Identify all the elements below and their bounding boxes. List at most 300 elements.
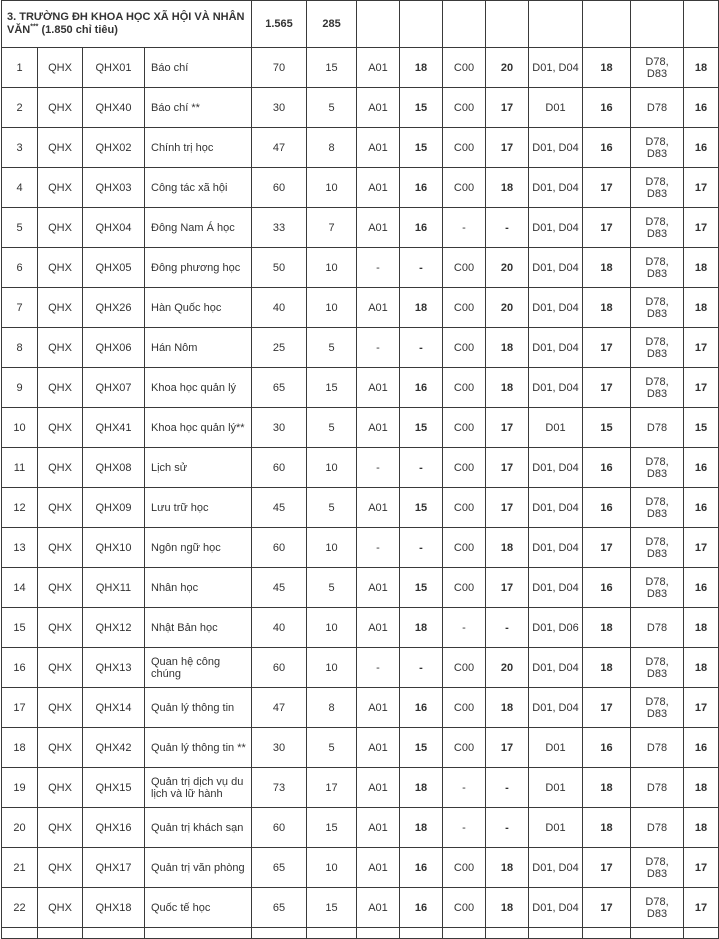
combo-4-score: 17 <box>684 368 719 408</box>
quota-2: 8 <box>307 128 357 168</box>
major-code: QHX02 <box>83 128 145 168</box>
major-code: QHX18 <box>83 888 145 928</box>
empty-cell <box>443 928 486 939</box>
quota-1: 65 <box>252 888 307 928</box>
empty-cell <box>631 1 684 48</box>
combo-1-code: A01 <box>357 408 400 448</box>
empty-cell <box>357 928 400 939</box>
table-row <box>2 648 719 688</box>
combo-2-code: C00 <box>443 648 486 688</box>
school-code: QHX <box>38 808 83 848</box>
combo-1-code: A01 <box>357 728 400 768</box>
combo-4-score: 16 <box>684 488 719 528</box>
empty-cell <box>252 928 307 939</box>
quota-2: 5 <box>307 568 357 608</box>
table-row <box>2 688 719 728</box>
table-row <box>2 248 719 288</box>
school-code: QHX <box>38 528 83 568</box>
combo-1-code: A01 <box>357 88 400 128</box>
combo-4-code: D78, D83 <box>631 208 684 248</box>
table-row <box>2 328 719 368</box>
combo-3-code: D01, D06 <box>529 608 583 648</box>
quota-1: 60 <box>252 648 307 688</box>
combo-4-score: 17 <box>684 168 719 208</box>
row-index: 16 <box>2 648 38 688</box>
combo-3-code: D01, D04 <box>529 288 583 328</box>
school-code: QHX <box>38 728 83 768</box>
combo-4-score: 18 <box>684 48 719 88</box>
combo-1-score: - <box>400 528 443 568</box>
major-name: Hán Nôm <box>145 328 252 368</box>
combo-3-code: D01, D04 <box>529 328 583 368</box>
quota-1: 50 <box>252 248 307 288</box>
quota-1: 65 <box>252 848 307 888</box>
combo-3-score: 17 <box>583 368 631 408</box>
combo-3-score: 17 <box>583 688 631 728</box>
empty-cell <box>684 928 719 939</box>
table-row-partial <box>2 928 719 939</box>
table-row <box>2 768 719 808</box>
total-quota-1: 1.565 <box>252 1 307 48</box>
combo-3-code: D01 <box>529 768 583 808</box>
major-name: Lịch sử <box>145 448 252 488</box>
quota-2: 15 <box>307 368 357 408</box>
major-code: QHX17 <box>83 848 145 888</box>
row-index: 20 <box>2 808 38 848</box>
empty-cell <box>2 928 38 939</box>
table-row <box>2 568 719 608</box>
quota-2: 15 <box>307 808 357 848</box>
table-row <box>2 528 719 568</box>
combo-3-code: D01, D04 <box>529 248 583 288</box>
major-name: Đông Nam Á học <box>145 208 252 248</box>
major-code: QHX42 <box>83 728 145 768</box>
quota-2: 10 <box>307 528 357 568</box>
combo-1-score: 15 <box>400 488 443 528</box>
combo-3-score: 16 <box>583 568 631 608</box>
combo-4-code: D78 <box>631 808 684 848</box>
empty-cell <box>529 928 583 939</box>
major-code: QHX12 <box>83 608 145 648</box>
combo-2-score: 20 <box>486 288 529 328</box>
combo-3-score: 18 <box>583 48 631 88</box>
combo-2-score: 17 <box>486 728 529 768</box>
combo-4-score: 16 <box>684 568 719 608</box>
combo-3-score: 16 <box>583 448 631 488</box>
quota-2: 15 <box>307 48 357 88</box>
combo-2-code: C00 <box>443 328 486 368</box>
combo-1-code: - <box>357 328 400 368</box>
combo-2-code: C00 <box>443 368 486 408</box>
quota-2: 5 <box>307 328 357 368</box>
empty-cell <box>583 1 631 48</box>
combo-2-code: C00 <box>443 408 486 448</box>
total-quota-2: 285 <box>307 1 357 48</box>
combo-2-code: C00 <box>443 688 486 728</box>
combo-3-score: 18 <box>583 768 631 808</box>
empty-cell <box>400 928 443 939</box>
combo-3-code: D01, D04 <box>529 528 583 568</box>
combo-4-code: D78, D83 <box>631 848 684 888</box>
row-index: 19 <box>2 768 38 808</box>
combo-2-score: 18 <box>486 888 529 928</box>
quota-2: 5 <box>307 728 357 768</box>
major-name: Báo chí <box>145 48 252 88</box>
row-index: 5 <box>2 208 38 248</box>
combo-1-score: 18 <box>400 288 443 328</box>
school-code: QHX <box>38 568 83 608</box>
table-row <box>2 168 719 208</box>
combo-1-score: 18 <box>400 768 443 808</box>
combo-3-score: 17 <box>583 848 631 888</box>
combo-1-score: 16 <box>400 208 443 248</box>
combo-2-score: - <box>486 208 529 248</box>
quota-1: 47 <box>252 688 307 728</box>
combo-1-score: 16 <box>400 368 443 408</box>
major-name: Khoa học quản lý <box>145 368 252 408</box>
school-code: QHX <box>38 328 83 368</box>
combo-4-score: 17 <box>684 888 719 928</box>
empty-cell <box>400 1 443 48</box>
empty-cell <box>529 1 583 48</box>
combo-4-code: D78, D83 <box>631 168 684 208</box>
major-code: QHX16 <box>83 808 145 848</box>
row-index: 4 <box>2 168 38 208</box>
quota-2: 7 <box>307 208 357 248</box>
table-row <box>2 48 719 88</box>
empty-cell <box>583 928 631 939</box>
combo-2-score: - <box>486 808 529 848</box>
empty-cell <box>631 928 684 939</box>
combo-3-code: D01 <box>529 408 583 448</box>
empty-cell <box>38 928 83 939</box>
combo-1-score: 15 <box>400 128 443 168</box>
combo-4-code: D78, D83 <box>631 328 684 368</box>
combo-2-score: 18 <box>486 168 529 208</box>
combo-3-score: 17 <box>583 888 631 928</box>
school-code: QHX <box>38 888 83 928</box>
combo-1-code: A01 <box>357 768 400 808</box>
combo-4-score: 16 <box>684 128 719 168</box>
combo-1-code: A01 <box>357 488 400 528</box>
table-row <box>2 808 719 848</box>
combo-3-code: D01, D04 <box>529 368 583 408</box>
combo-3-code: D01, D04 <box>529 568 583 608</box>
combo-3-score: 16 <box>583 728 631 768</box>
row-index: 1 <box>2 48 38 88</box>
quota-2: 10 <box>307 608 357 648</box>
combo-3-code: D01, D04 <box>529 888 583 928</box>
combo-1-score: - <box>400 448 443 488</box>
quota-1: 25 <box>252 328 307 368</box>
row-index: 13 <box>2 528 38 568</box>
combo-4-score: 18 <box>684 768 719 808</box>
row-index: 17 <box>2 688 38 728</box>
quota-1: 47 <box>252 128 307 168</box>
combo-4-code: D78, D83 <box>631 568 684 608</box>
table-row <box>2 448 719 488</box>
combo-1-score: 16 <box>400 848 443 888</box>
combo-3-code: D01 <box>529 88 583 128</box>
quota-2: 10 <box>307 448 357 488</box>
row-index: 7 <box>2 288 38 328</box>
combo-3-score: 18 <box>583 288 631 328</box>
empty-cell <box>486 1 529 48</box>
combo-4-code: D78 <box>631 88 684 128</box>
quota-2: 15 <box>307 888 357 928</box>
quota-2: 5 <box>307 88 357 128</box>
combo-1-score: 16 <box>400 688 443 728</box>
row-index: 22 <box>2 888 38 928</box>
quota-2: 5 <box>307 408 357 448</box>
combo-4-score: 16 <box>684 88 719 128</box>
combo-1-code: A01 <box>357 368 400 408</box>
major-code: QHX10 <box>83 528 145 568</box>
quota-2: 10 <box>307 848 357 888</box>
quota-1: 65 <box>252 368 307 408</box>
major-name: Ngôn ngữ học <box>145 528 252 568</box>
combo-4-code: D78, D83 <box>631 368 684 408</box>
combo-1-code: A01 <box>357 888 400 928</box>
combo-4-code: D78, D83 <box>631 528 684 568</box>
combo-2-score: 18 <box>486 848 529 888</box>
combo-2-code: C00 <box>443 568 486 608</box>
major-code: QHX15 <box>83 768 145 808</box>
table-row <box>2 128 719 168</box>
combo-1-code: A01 <box>357 208 400 248</box>
combo-1-score: 15 <box>400 408 443 448</box>
row-index: 6 <box>2 248 38 288</box>
school-code: QHX <box>38 408 83 448</box>
combo-1-code: A01 <box>357 288 400 328</box>
combo-2-code: C00 <box>443 88 486 128</box>
quota-1: 60 <box>252 528 307 568</box>
major-name: Nhân học <box>145 568 252 608</box>
major-code: QHX09 <box>83 488 145 528</box>
combo-4-code: D78, D83 <box>631 448 684 488</box>
major-code: QHX01 <box>83 48 145 88</box>
combo-3-code: D01, D04 <box>529 208 583 248</box>
combo-4-code: D78, D83 <box>631 48 684 88</box>
combo-2-score: 18 <box>486 368 529 408</box>
quota-1: 30 <box>252 728 307 768</box>
combo-3-code: D01, D04 <box>529 448 583 488</box>
major-code: QHX26 <box>83 288 145 328</box>
school-code: QHX <box>38 488 83 528</box>
quota-1: 33 <box>252 208 307 248</box>
combo-2-score: 17 <box>486 568 529 608</box>
table-row <box>2 848 719 888</box>
school-title-main: 3. TRƯỜNG ĐH KHOA HỌC XÃ HỘI VÀ NHÂN VĂN <box>7 11 245 36</box>
major-code: QHX06 <box>83 328 145 368</box>
combo-4-code: D78 <box>631 728 684 768</box>
combo-3-code: D01 <box>529 728 583 768</box>
major-name: Lưu trữ học <box>145 488 252 528</box>
combo-1-score: 15 <box>400 568 443 608</box>
combo-1-code: - <box>357 648 400 688</box>
combo-3-code: D01, D04 <box>529 128 583 168</box>
combo-1-code: - <box>357 528 400 568</box>
table-row <box>2 368 719 408</box>
admissions-table <box>1 0 719 939</box>
combo-2-code: C00 <box>443 168 486 208</box>
combo-4-code: D78, D83 <box>631 248 684 288</box>
empty-cell <box>357 1 400 48</box>
major-name: Công tác xã hội <box>145 168 252 208</box>
empty-cell <box>145 928 252 939</box>
quota-2: 5 <box>307 488 357 528</box>
table-row <box>2 488 719 528</box>
combo-3-code: D01, D04 <box>529 168 583 208</box>
major-name: Chính trị học <box>145 128 252 168</box>
combo-4-score: 16 <box>684 728 719 768</box>
combo-4-code: D78, D83 <box>631 128 684 168</box>
combo-2-code: C00 <box>443 448 486 488</box>
row-index: 18 <box>2 728 38 768</box>
combo-3-score: 18 <box>583 648 631 688</box>
combo-3-score: 15 <box>583 408 631 448</box>
combo-2-code: C00 <box>443 728 486 768</box>
combo-2-score: 17 <box>486 488 529 528</box>
combo-3-score: 18 <box>583 808 631 848</box>
combo-2-code: - <box>443 808 486 848</box>
empty-cell <box>83 928 145 939</box>
empty-cell <box>443 1 486 48</box>
quota-2: 10 <box>307 168 357 208</box>
combo-4-score: 15 <box>684 408 719 448</box>
quota-1: 45 <box>252 568 307 608</box>
major-code: QHX03 <box>83 168 145 208</box>
quota-2: 10 <box>307 648 357 688</box>
combo-2-score: 20 <box>486 48 529 88</box>
school-code: QHX <box>38 848 83 888</box>
major-code: QHX07 <box>83 368 145 408</box>
combo-4-code: D78, D83 <box>631 488 684 528</box>
table-row <box>2 288 719 328</box>
combo-3-score: 17 <box>583 328 631 368</box>
combo-4-score: 17 <box>684 848 719 888</box>
major-name: Quản lý thông tin <box>145 688 252 728</box>
combo-2-score: 17 <box>486 408 529 448</box>
combo-1-code: A01 <box>357 688 400 728</box>
combo-3-code: D01, D04 <box>529 648 583 688</box>
quota-1: 45 <box>252 488 307 528</box>
combo-4-code: D78, D83 <box>631 888 684 928</box>
major-name: Đông phương học <box>145 248 252 288</box>
combo-1-code: A01 <box>357 608 400 648</box>
combo-2-score: 20 <box>486 648 529 688</box>
major-name: Quản trị dịch vụ du lịch và lữ hành <box>145 768 252 808</box>
table-row <box>2 888 719 928</box>
combo-2-code: - <box>443 208 486 248</box>
school-code: QHX <box>38 208 83 248</box>
major-code: QHX41 <box>83 408 145 448</box>
combo-2-code: C00 <box>443 528 486 568</box>
major-name: Quan hệ công chúng <box>145 648 252 688</box>
combo-2-code: C00 <box>443 48 486 88</box>
combo-4-code: D78, D83 <box>631 288 684 328</box>
combo-2-code: C00 <box>443 848 486 888</box>
combo-3-score: 17 <box>583 168 631 208</box>
row-index: 14 <box>2 568 38 608</box>
combo-1-code: A01 <box>357 128 400 168</box>
combo-2-code: C00 <box>443 488 486 528</box>
school-code: QHX <box>38 608 83 648</box>
combo-4-score: 18 <box>684 808 719 848</box>
quota-1: 60 <box>252 448 307 488</box>
combo-2-score: 17 <box>486 88 529 128</box>
combo-2-score: 18 <box>486 328 529 368</box>
table-row <box>2 728 719 768</box>
empty-cell <box>684 1 719 48</box>
quota-1: 60 <box>252 808 307 848</box>
quota-2: 10 <box>307 248 357 288</box>
school-code: QHX <box>38 128 83 168</box>
combo-3-score: 18 <box>583 248 631 288</box>
combo-3-score: 17 <box>583 528 631 568</box>
row-index: 8 <box>2 328 38 368</box>
school-code: QHX <box>38 448 83 488</box>
quota-1: 73 <box>252 768 307 808</box>
combo-4-score: 18 <box>684 648 719 688</box>
combo-4-score: 17 <box>684 688 719 728</box>
combo-4-score: 17 <box>684 528 719 568</box>
table-row <box>2 608 719 648</box>
combo-4-code: D78 <box>631 768 684 808</box>
row-index: 12 <box>2 488 38 528</box>
combo-3-score: 16 <box>583 488 631 528</box>
major-name: Quản trị khách sạn <box>145 808 252 848</box>
table-row <box>2 208 719 248</box>
combo-3-score: 16 <box>583 88 631 128</box>
combo-2-code: C00 <box>443 288 486 328</box>
combo-1-score: 16 <box>400 168 443 208</box>
combo-3-code: D01 <box>529 808 583 848</box>
major-name: Hàn Quốc học <box>145 288 252 328</box>
combo-1-code: A01 <box>357 568 400 608</box>
school-code: QHX <box>38 768 83 808</box>
combo-3-score: 18 <box>583 608 631 648</box>
combo-4-code: D78, D83 <box>631 688 684 728</box>
major-code: QHX11 <box>83 568 145 608</box>
combo-3-code: D01, D04 <box>529 848 583 888</box>
quota-1: 40 <box>252 288 307 328</box>
combo-2-score: - <box>486 768 529 808</box>
combo-2-score: - <box>486 608 529 648</box>
combo-3-score: 17 <box>583 208 631 248</box>
combo-2-code: - <box>443 608 486 648</box>
combo-1-score: - <box>400 648 443 688</box>
school-code: QHX <box>38 368 83 408</box>
combo-4-score: 18 <box>684 288 719 328</box>
row-index: 9 <box>2 368 38 408</box>
school-code: QHX <box>38 88 83 128</box>
school-code: QHX <box>38 248 83 288</box>
combo-1-code: A01 <box>357 808 400 848</box>
combo-4-score: 17 <box>684 208 719 248</box>
row-index: 3 <box>2 128 38 168</box>
major-code: QHX04 <box>83 208 145 248</box>
combo-1-score: - <box>400 248 443 288</box>
major-name: Quản trị văn phòng <box>145 848 252 888</box>
combo-4-score: 18 <box>684 248 719 288</box>
combo-3-score: 16 <box>583 128 631 168</box>
combo-2-score: 18 <box>486 688 529 728</box>
row-index: 10 <box>2 408 38 448</box>
quota-2: 17 <box>307 768 357 808</box>
major-name: Quản lý thông tin ** <box>145 728 252 768</box>
combo-1-score: 15 <box>400 728 443 768</box>
